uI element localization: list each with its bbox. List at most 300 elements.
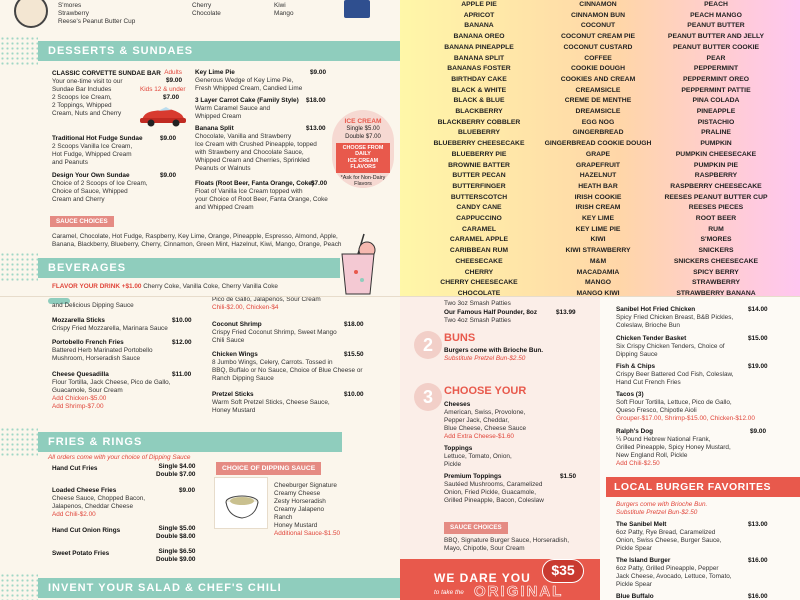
flavor-item: PINEAPPLE — [696, 108, 736, 116]
item-price: $19.00 — [748, 363, 768, 370]
top-item: Mango — [274, 10, 294, 17]
item-desc: Your one-time visit to our — [52, 78, 123, 85]
key-lime-item — [195, 69, 302, 93]
buns-sub: Substitute Pretzel Bun-$2.50 — [444, 355, 526, 362]
badge-note-line: Flavors — [354, 181, 372, 188]
flavor-item: MANGO — [584, 279, 612, 287]
flavor-item: PUMPKIN — [700, 140, 732, 148]
flavor-item: PEANUT BUTTER — [687, 22, 745, 30]
flavor-item: ROOT BEER — [695, 215, 737, 223]
item-name: Key Lime Pie — [195, 69, 235, 76]
flavor-item: MANGO KIWI — [576, 289, 620, 296]
item-name: 3 Layer Carrot Cake (Family Style) — [195, 97, 299, 104]
item-price: $12.00 — [172, 339, 192, 346]
flavor-item: BLUEBERRY PIE — [451, 150, 507, 158]
flavor-item: PUMPKIN CHEESECAKE — [675, 150, 757, 158]
item-name: Banana Split — [195, 125, 234, 132]
item-desc: Ranch Dipping Sauce — [212, 375, 274, 382]
badge-choose-line: FLAVORS — [350, 164, 376, 171]
island-burger-item — [616, 557, 732, 589]
flavor-item: BANANA PINEAPPLE — [444, 43, 514, 51]
flavor-item: PEPPERMINT PATTIE — [681, 86, 751, 94]
top-item: Kiwi — [274, 2, 286, 9]
flavor-item: BLUEBERRY — [457, 129, 501, 137]
mozzarella-item — [52, 317, 168, 333]
item-desc: Jalapenos, Cheddar Cheese — [52, 503, 134, 510]
item-name: Hand Cut Onion Rings — [52, 527, 121, 534]
badge-choose-line: ICE CREAM — [347, 157, 379, 164]
ice-cream-club-logo-icon — [344, 0, 370, 18]
flavor-item: BANANA OREO — [453, 33, 505, 41]
flavor-drink-list: Cherry Coke, Vanilla Coke, Cherry Vanilla Coke — [143, 283, 278, 290]
flavor-item: KEY LIME PIE — [575, 225, 621, 233]
sauce-choices-label: SAUCE CHOICES — [444, 522, 508, 534]
sweet-fries-prices — [156, 548, 195, 564]
flavor-item: KIWI STRAWBERRY — [565, 247, 631, 255]
desserts-panel — [0, 0, 400, 296]
item-name: Mozzarella Sticks — [52, 317, 105, 324]
sauce-line: BBQ, Signature Burger Sauce, Horseradish, — [444, 537, 570, 544]
sauce-bowl-icon — [215, 478, 269, 530]
single-price: Single $6.50 — [158, 548, 196, 555]
item-desc: Jack Cheese, Avocado, Lettuce, Tomato, — [616, 573, 732, 580]
onion-rings-prices — [156, 525, 195, 541]
cheese-line: Pepper Jack, Cheddar, — [444, 417, 510, 424]
cut-add-on: Chili-$2.00, Chicken-$4 — [212, 304, 279, 311]
flavor-item: SNICKERS CHEESECAKE — [673, 257, 759, 265]
item-name: Traditional Hot Fudge Sundae — [52, 135, 143, 142]
flavor-item: CREAMSICLE — [575, 86, 621, 94]
buns-title: BUNS — [444, 332, 476, 344]
flavor-item: GRAPE — [585, 150, 611, 158]
item-desc: Onion, Swiss Cheese, Burger Sauce, — [616, 537, 722, 544]
flavor-item: CARAMEL APPLE — [449, 236, 509, 244]
flavor-item: CANDY CANE — [456, 204, 502, 212]
flavor-item: CHEESECAKE — [455, 257, 503, 265]
item-name: Our Famous Half Pounder, 8oz — [444, 309, 538, 316]
flavor-item: BUTTERFINGER — [452, 182, 506, 190]
item-desc: Spicy Fried Chicken Breast, B&B Pickles, — [616, 314, 734, 321]
flavor-item: HEATH BAR — [578, 182, 618, 190]
badge-single: Single $5.00 — [346, 126, 380, 132]
flavor-item: PISTACHIO — [697, 118, 735, 126]
flavor-item: CHOCOLATE — [457, 289, 501, 296]
item-name: Coconut Shrimp — [212, 321, 262, 328]
flavor-item: RASPBERRY CHEESECAKE — [670, 182, 762, 190]
tacos-item — [616, 391, 755, 423]
item-price: $9.00 — [179, 487, 195, 494]
item-desc: Ice Cream with Crushed Pineapple, topped — [195, 141, 317, 148]
topping-line: Lettuce, Tomato, Onion, — [444, 453, 512, 460]
dipping-sauce-list — [274, 482, 340, 538]
milkshake-glass-icon — [334, 232, 382, 296]
sauce-option: Ranch — [274, 514, 293, 521]
item-desc: Battered Herb Marinated Portobello — [52, 347, 153, 354]
flavor-item: STRAWBERRY BANANA — [676, 289, 756, 296]
flavor-item: PEPPERMINT OREO — [682, 75, 750, 83]
premium-price: $1.50 — [560, 473, 576, 480]
item-desc: Grilled Pineapple, Spicy Honey Mustard, — [616, 444, 731, 451]
item-add-on: Add Chili-$2.50 — [616, 460, 660, 467]
item-desc: BBQ, Buffalo or No Sauce, Choice of Blue Cheese or — [212, 367, 363, 374]
badge-choose — [336, 143, 390, 173]
flavor-item: BLACK & BLUE — [453, 97, 505, 105]
item-name: Blue Buffalo — [616, 593, 654, 600]
dots-decoration — [0, 573, 38, 600]
flavor-item: M&M — [589, 257, 607, 265]
flavor-item: CARAMEL — [462, 225, 496, 233]
item-desc: Cream, Nuts and Cherry — [52, 110, 122, 117]
flavor-item: CREME DE MENTHE — [564, 97, 632, 105]
item-desc: Coleslaw, Brioche Bun — [616, 322, 680, 329]
item-desc: your Choice of Root Beer, Fanta Orange, Coke — [195, 196, 328, 203]
sauce-option: Creamy Cheese — [274, 490, 321, 497]
tender-basket-item — [616, 335, 725, 359]
item-price: $18.00 — [306, 97, 326, 104]
flavor-item: PEAR — [706, 54, 726, 62]
buns-desc: Burgers come with Brioche Bun. — [444, 347, 544, 354]
flavor-item: SNICKERS — [698, 247, 734, 255]
flavor-item: PEANUT BUTTER COOKIE — [672, 43, 760, 51]
section-title: FRIES & RINGS — [48, 436, 143, 448]
item-name: Chicken Tender Basket — [616, 335, 687, 342]
section-title: LOCAL BURGER FAVORITES — [614, 481, 772, 493]
loaded-fries-item — [52, 487, 145, 519]
sauce-line: Mayo, Chipotle, Sour Cream — [444, 545, 525, 552]
item-desc: 2 Scoops Vanilla Ice Cream, — [52, 143, 133, 150]
dots-decoration — [0, 252, 38, 282]
flavor-item: BLACKBERRY COBBLER — [437, 118, 521, 126]
toppings-label: Toppings — [444, 445, 473, 452]
flavor-item: BUTTERSCOTCH — [450, 193, 508, 201]
toppings-block — [444, 445, 512, 469]
top-item: Cherry — [192, 2, 212, 9]
fries-banner — [38, 432, 342, 452]
flavor-item: GINGERBREAD — [572, 129, 624, 137]
item-price: $9.00 — [160, 135, 176, 142]
dots-decoration — [0, 427, 38, 457]
burger-sauce-list — [444, 537, 569, 553]
item-name: Ralph's Dog — [616, 428, 654, 435]
flavor-item: PINA COLADA — [692, 97, 740, 105]
flavor-item: COCONUT CUSTARD — [563, 43, 633, 51]
item-name: Chicken Wings — [212, 351, 258, 358]
flavor-item: APPLE PIE — [461, 1, 497, 8]
dipping-sauce-label: CHOICE OF DIPPING SAUCE — [216, 462, 321, 475]
premium-line: Onion, Fried Pickle, Guacamole, — [444, 489, 536, 496]
dare-sub: to take the — [434, 589, 464, 596]
badge-title: ICE CREAM — [344, 118, 382, 125]
desserts-banner — [38, 41, 400, 61]
top-item-list — [58, 2, 135, 26]
flavor-item: IRISH COOKIE — [574, 193, 622, 201]
fries-note: All orders come with your choice of Dipping Sauce — [48, 454, 191, 461]
flavor-item: PEACH MANGO — [690, 11, 742, 19]
sauce-option: Zesty Horseradish — [274, 498, 326, 505]
flavor-drink-label: FLAVOR YOUR DRINK +$1.00 — [52, 283, 142, 290]
item-desc: Six Crispy Chicken Tenders, Choice of — [616, 343, 725, 350]
flavor-item: EGG NOG — [581, 118, 615, 126]
item-desc: Flour Tortilla, Jack Cheese, Pico de Gallo, — [52, 379, 171, 386]
item-price: $9.00 — [310, 69, 326, 76]
additional-sauce: Additional Sauce-$1.50 — [274, 530, 341, 537]
flavor-item: BANANAS FOSTER — [447, 65, 511, 73]
top-item: Reese's Peanut Butter Cup — [58, 18, 136, 25]
flavor-item: MACADAMIA — [576, 268, 620, 276]
cheeses-label: Cheeses — [444, 401, 471, 408]
kids-price: $7.00 — [163, 94, 179, 101]
item-name: Portobello French Fries — [52, 339, 124, 346]
ice-cream-badge — [332, 110, 394, 188]
premium-block — [444, 473, 544, 505]
sauce-list-line: Banana, Blackberry, Blueberry, Cherry, Cinnamon, Green Mint, Hazelnut, Kiwi, Mango, Orange, Peach — [52, 241, 342, 248]
step-3-badge: 3 — [414, 383, 442, 411]
item-price: $11.00 — [172, 371, 192, 378]
adults-price-block — [162, 69, 182, 85]
sauce-choices-label: SAUCE CHOICES — [50, 216, 114, 227]
topping-line: Pickle — [444, 461, 462, 468]
flavor-item: BLACKBERRY — [455, 108, 503, 116]
item-name: Sweet Potato Fries — [52, 550, 110, 557]
item-price: $15.00 — [748, 335, 768, 342]
sauce-bowl-card — [214, 477, 268, 529]
item-name: The Island Burger — [616, 557, 671, 564]
item-price: $16.00 — [748, 557, 768, 564]
flavor-item: BANANA — [464, 22, 494, 30]
item-desc: Dipping Sauce — [616, 351, 658, 358]
flavor-item: COCONUT CREAM PIE — [560, 33, 635, 41]
item-price: $9.00 — [750, 428, 766, 435]
flavor-column-2 — [536, 0, 660, 296]
flavor-item: PEACH — [704, 1, 728, 8]
sauce-option: Creamy Jalapeno — [274, 506, 325, 513]
flavor-item: PUMPKIN PIE — [693, 161, 739, 169]
item-desc: 2 Scoops Ice Cream, — [52, 94, 112, 101]
dare-price: $35 — [542, 559, 584, 583]
flavor-item: CARIBBEAN RUM — [449, 247, 509, 255]
item-desc: Whipped Cream and Cherries, Sprinkled — [195, 157, 310, 164]
item-desc: Sundae Bar Includes — [52, 86, 112, 93]
sanibel-melt-item — [616, 521, 722, 553]
item-desc: 2 Toppings, Whipped — [52, 102, 112, 109]
badge-note — [332, 175, 394, 188]
floats-item — [195, 180, 328, 212]
item-desc: 6oz Patty, Grilled Pineapple, Pepper — [616, 565, 719, 572]
hand-cut-prices — [156, 463, 195, 479]
cut-description: and Delicious Dipping Sauce — [52, 302, 134, 309]
double-price: Double $9.00 — [156, 556, 196, 563]
flavor-column-1 — [420, 0, 538, 296]
adults-price: $9.00 — [166, 77, 182, 84]
item-name: Floats (Root Beer, Fanta Orange, Coke) — [195, 180, 314, 187]
cheese-line: American, Swiss, Provolone, — [444, 409, 526, 416]
sauce-list — [52, 233, 342, 249]
item-desc: Soft Flour Tortilla, Lettuce, Pico de Gallo, — [616, 399, 732, 406]
flavor-item: BIRTHDAY CAKE — [451, 75, 507, 83]
item-desc: 8 Jumbo Wings, Celery, Carrots. Tossed in — [212, 359, 333, 366]
badge-note-line: *Ask for Non-Dairy — [340, 174, 386, 181]
flavor-item: CHERRY CHEESECAKE — [440, 279, 518, 287]
ice-cream-flavors-panel — [400, 0, 800, 296]
item-desc: Two 4oz Smash Patties — [444, 317, 511, 324]
flavor-item: BLUEBERRY CHEESECAKE — [433, 140, 525, 148]
corvette-car-icon — [138, 104, 188, 128]
top-right-list — [274, 2, 294, 18]
flavor-item: STRAWBERRY — [691, 279, 741, 287]
chicken-wings-item — [212, 351, 363, 383]
flavor-item: SPICY BERRY — [693, 268, 739, 276]
item-name: CLASSIC CORVETTE SUNDAE BAR — [52, 70, 161, 77]
item-desc: Whipped Cream — [195, 113, 242, 120]
item-desc: Hand Cut French Fries — [616, 379, 681, 386]
item-price: $15.50 — [344, 351, 364, 358]
appetizers-fries-panel — [0, 296, 400, 600]
section-title: DESSERTS & SUNDAES — [48, 45, 194, 57]
flavor-item: RUM — [708, 225, 724, 233]
item-desc: and Peanuts — [52, 159, 88, 166]
dare-original: ORIGINAL — [474, 583, 564, 600]
item-desc: Honey Mustard — [212, 407, 256, 414]
sauce-list-line: Caramel, Chocolate, Hot Fudge, Raspberry, Key Lime, Orange, Pineapple, Espresso, Almond, Apple, — [52, 233, 338, 240]
flavor-drink-line — [52, 283, 278, 291]
item-desc: Float of Vanilla Ice Cream topped with — [195, 188, 303, 195]
item-desc: Chili Sauce — [212, 337, 245, 344]
flavor-item: REESES PEANUT BUTTER CUP — [664, 193, 768, 201]
local-note: Substitute Pretzel Bun-$2.50 — [616, 509, 698, 516]
dare-title: WE DARE YOU — [434, 571, 531, 585]
premium-line: Grilled Pineapple, Bacon, Coleslaw — [444, 497, 544, 504]
flavor-item: KEY LIME — [582, 215, 614, 223]
section-title: INVENT YOUR SALAD & CHEF'S CHILI — [48, 582, 282, 594]
item-desc: and Whipped Cream — [195, 204, 254, 211]
banana-split-item — [195, 125, 317, 173]
item-name: Hand Cut Fries — [52, 465, 98, 472]
fish-chips-item — [616, 363, 734, 387]
flavor-item: GRAPEFRUIT — [575, 161, 621, 169]
badge-choose-line: CHOOSE FROM — [342, 145, 384, 151]
flavor-item: COCONUT — [580, 22, 616, 30]
item-name: Tacos (3) — [616, 391, 644, 398]
local-note: Burgers come with Brioche Bun. — [616, 501, 708, 508]
flavor-item: CHERRY — [464, 268, 494, 276]
item-name: Sanibel Hot Fried Chicken — [616, 306, 696, 313]
hot-chicken-item — [616, 306, 733, 330]
flavor-item: COOKIES AND CREAM — [560, 75, 636, 83]
flavor-item: CINNAMON BUN — [571, 11, 625, 19]
item-price: $13.00 — [306, 125, 326, 132]
item-price: $13.00 — [748, 521, 768, 528]
item-price: $18.00 — [344, 321, 364, 328]
flavor-item: CINNAMON — [579, 1, 617, 8]
cheese-add-on: Add Extra Cheese-$1.60 — [444, 433, 514, 440]
item-desc: Choice of 2 Scoops of Ice Cream, — [52, 180, 148, 187]
cheese-line: Blue Cheese, Cheese Sauce — [444, 425, 527, 432]
section-title: BEVERAGES — [48, 262, 127, 274]
item-name: Cheese Quesadilla — [52, 371, 109, 378]
flavor-item: CAPPUCCINO — [456, 215, 502, 223]
half-pounder-item — [444, 309, 537, 325]
flavor-item: BROWNIE BATTER — [448, 161, 510, 169]
single-price: Single $5.00 — [158, 525, 196, 532]
item-desc: Mushroom, Horseradish Sauce — [52, 355, 141, 362]
item-price: $16.00 — [748, 593, 768, 600]
flavor-item: PRALINE — [701, 129, 731, 137]
flavor-item: APRICOT — [463, 11, 495, 19]
adults-label: Adults — [164, 69, 182, 76]
carrot-cake-item — [195, 97, 299, 121]
top-item: Chocolate — [192, 10, 221, 17]
item-name: Loaded Cheese Fries — [52, 487, 117, 494]
item-desc: New England Roll, Pickle — [616, 452, 688, 459]
item-desc: Crispy Fried Coconut Shrimp, Sweet Mango — [212, 329, 337, 336]
flavor-item: BANANA SPLIT — [453, 54, 505, 62]
item-desc: with Strawberry and Chocolate Sauce, — [195, 149, 304, 156]
flavor-item: PEPPERMINT — [693, 65, 739, 73]
item-price: $7.00 — [311, 180, 327, 187]
top-item: S'mores — [58, 2, 82, 9]
flavor-item: COOKIE DOUGH — [570, 65, 625, 73]
kids-label: Kids 12 & under — [140, 86, 186, 93]
item-price: $10.00 — [172, 317, 192, 324]
cut-description: Two 3oz Smash Patties — [444, 300, 511, 307]
choose-title: CHOOSE YOUR — [444, 385, 527, 397]
flavor-column-3 — [656, 0, 776, 296]
item-desc: Warm Soft Pretzel Sticks, Cheese Sauce, — [212, 399, 330, 406]
item-desc: Chocolate, Vanilla and Strawberry — [195, 133, 292, 140]
item-desc: Guacamole, Sour Cream — [52, 387, 123, 394]
item-desc: Cream and Cherry — [52, 196, 105, 203]
flavor-item: HAZELNUT — [579, 172, 617, 180]
flavor-item: RASPBERRY — [694, 172, 738, 180]
item-price: $13.99 — [556, 309, 576, 316]
sauce-option: Honey Mustard — [274, 522, 318, 529]
item-add-on: Add Chicken-$5.00 — [52, 395, 107, 402]
premium-label: Premium Toppings — [444, 473, 502, 480]
item-desc: Crispy Beer Battered Cod Fish, Coleslaw, — [616, 371, 734, 378]
flavor-item: BLACK & WHITE — [451, 86, 507, 94]
dots-decoration — [0, 36, 38, 66]
badge-double: Double $7.00 — [345, 133, 381, 140]
item-price: $14.00 — [748, 306, 768, 313]
item-name: Fish & Chips — [616, 363, 656, 370]
item-desc: Pickle Spear — [616, 545, 652, 552]
double-price: Double $7.00 — [156, 471, 196, 478]
item-desc: Warm Caramel Sauce and — [195, 105, 271, 112]
step-2-badge: 2 — [414, 331, 442, 359]
item-desc: Hot Fudge, Whipped Cream — [52, 151, 132, 158]
top-item: Strawberry — [58, 10, 89, 17]
salad-banner — [38, 578, 400, 598]
flavor-item: KIWI — [590, 236, 606, 244]
item-desc: Choice of Sauce, Whipped — [52, 188, 128, 195]
item-name: Design Your Own Sundae — [52, 172, 130, 179]
item-desc: 6oz Patty, Rye Bread, Caramelized — [616, 529, 716, 536]
flavor-item: COFFEE — [584, 54, 612, 62]
flavor-item: PEANUT BUTTER AND JELLY — [667, 33, 765, 41]
flavor-item: S'MORES — [700, 236, 732, 244]
item-desc: Generous Wedge of Key Lime Pie, — [195, 77, 294, 84]
cheeses-block — [444, 401, 526, 441]
flavor-item: REESES PIECES — [688, 204, 744, 212]
pretzel-sticks-item — [212, 391, 330, 415]
flavor-item: GINGERBREAD COOKIE DOUGH — [544, 140, 652, 148]
taco-options: Grouper-$17.00, Shrimp-$15.00, Chicken-$12.00 — [616, 415, 755, 422]
single-price: Single $4.00 — [158, 463, 196, 470]
portobello-item — [52, 339, 153, 363]
sauce-option: Cheeburger Signature — [274, 482, 337, 489]
ralphs-dog-item — [616, 428, 731, 468]
premium-line: Sautéed Mushrooms, Caramelized — [444, 481, 543, 488]
